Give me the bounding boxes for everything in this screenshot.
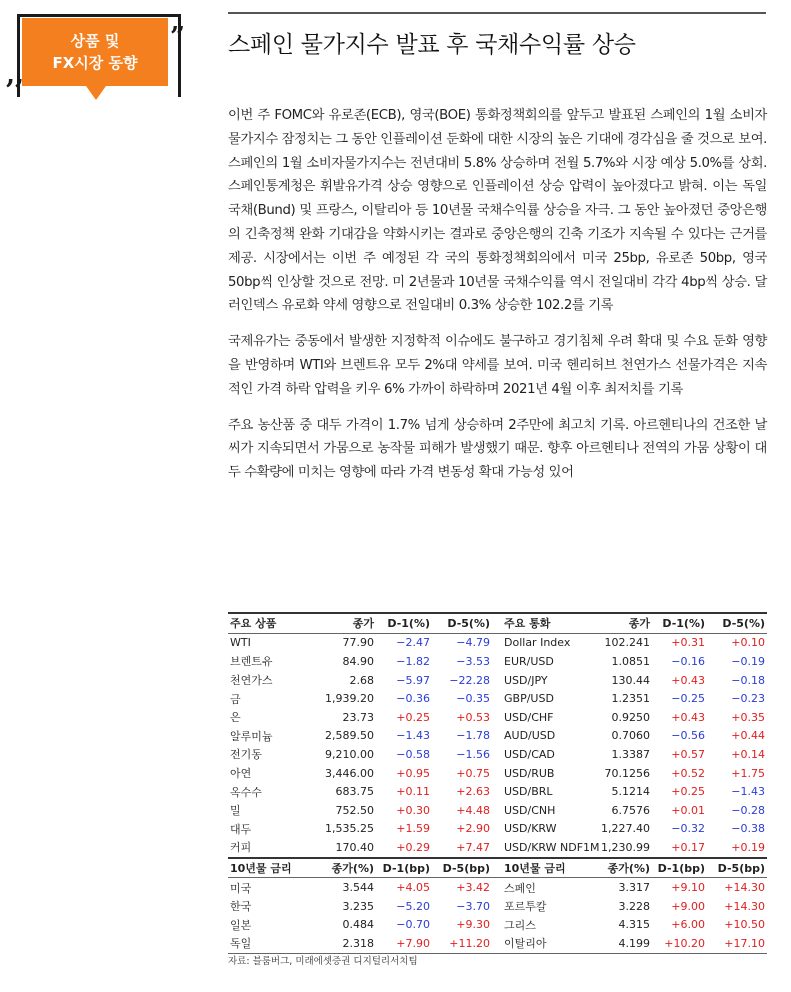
table-cell: 1,535.25 [325,822,374,836]
table-subheader [228,858,767,878]
table-cell: −3.53 [456,654,490,668]
commodity-fx-row [228,801,767,820]
quote-close-mark: ,, [6,60,25,90]
table-cell: −0.36 [396,692,430,706]
table-cell: −0.32 [671,822,705,836]
table-cell: +6.00 [671,918,705,932]
table-cell: 일본 [230,918,252,932]
table-cell: +1.59 [396,822,430,836]
commodity-fx-row [228,764,767,783]
header-cell: 종가 [352,617,374,631]
table-cell: 아연 [230,767,252,781]
table-cell: +0.01 [671,803,705,817]
subheader-cell: 10년물 금리 [504,862,566,876]
header-cell: 주요 통화 [504,617,551,631]
header-cell: D-1(%) [662,616,705,630]
table-cell: 3.317 [618,881,650,895]
table-cell: 스페인 [504,881,536,895]
table-cell: 밀 [230,804,241,818]
table-cell: −1.56 [456,747,490,761]
rate-row [228,934,767,953]
table-cell: −0.19 [731,654,765,668]
table-cell: 2.318 [342,936,374,950]
table-cell: +0.75 [456,766,490,780]
table-cell: 2,589.50 [325,729,374,743]
table-cell: +11.20 [449,936,490,950]
title-rule [228,12,766,14]
table-cell: −0.35 [456,692,490,706]
table-cell: 은 [230,711,241,725]
article-body [228,104,767,497]
subheader-cell: D-1(bp) [382,861,430,875]
table-cell: 3,446.00 [325,766,374,780]
page-title: 스페인 물가지수 발표 후 국채수익률 상승 [228,32,636,58]
table-cell: 752.50 [335,803,374,817]
table-cell: 전기동 [230,748,262,762]
paragraph-3: 주요 농산품 중 대두 가격이 1.7% 넘게 상승하며 2주만에 최고치 기록. 아르헨티나의 건조한 날씨가 지속되면서 가뭄으로 농작물 피해가 발생했기 때문. 향후 아르헨티나 전역의 가뭄 상황이 대두 수확량에 미치는 영향에 따라 가격 변동성 확대 가능성 있어 [228,417,767,481]
table-cell: +1.75 [731,766,765,780]
table-cell: 금 [230,692,241,706]
table-cell: 대두 [230,822,252,836]
commodity-fx-row [228,745,767,764]
header-cell: 종가 [628,617,650,631]
table-cell: 170.40 [335,840,374,854]
table-cell: 130.44 [611,673,650,687]
table-cell: +0.52 [671,766,705,780]
table-cell: USD/RUB [504,766,555,780]
table-cell: +9.30 [456,918,490,932]
table-cell: AUD/USD [504,729,556,743]
table-cell: +14.30 [724,881,765,895]
table-cell: −0.23 [731,692,765,706]
table-cell: −22.28 [449,673,490,687]
commodity-fx-row [228,782,767,801]
table-cell: 1,227.40 [601,822,650,836]
table-cell: −0.38 [731,822,765,836]
table-cell: 5.1214 [611,785,650,799]
table-cell: −1.82 [396,654,430,668]
badge-label [22,18,168,86]
table-cell: 70.1256 [604,766,650,780]
table-cell: 독일 [230,937,252,951]
table-cell: 천연가스 [230,674,273,688]
table-cell: +0.30 [396,803,430,817]
commodity-fx-row [228,838,767,858]
subheader-cell: 10년물 금리 [230,862,292,876]
table-cell: +10.20 [664,936,705,950]
commodity-fx-row [228,652,767,671]
subheader-cell: D-1(bp) [657,861,705,875]
table-cell: 1.0851 [611,654,650,668]
table-cell: 1,939.20 [325,692,374,706]
table-cell: 84.90 [342,654,374,668]
table-cell: +2.63 [456,785,490,799]
header-cell: D-1(%) [387,616,430,630]
table-cell: 커피 [230,841,252,855]
table-cell: 이탈리아 [504,937,547,951]
table-cell: 1,230.99 [601,840,650,854]
rate-row [228,878,767,897]
table-cell: 0.484 [342,918,374,932]
table-cell: +0.25 [396,710,430,724]
commodity-fx-row [228,820,767,839]
table-cell: 6.7576 [611,803,650,817]
badge-line2: FX시장 동향 [52,54,138,72]
table-cell: +7.47 [456,840,490,854]
table-cell: +0.95 [396,766,430,780]
table-cell: +9.00 [671,899,705,913]
table-cell: +0.29 [396,840,430,854]
table-cell: USD/JPY [504,673,548,687]
table-cell: 2.68 [349,673,374,687]
commodity-fx-row [228,727,767,746]
table-cell: +0.25 [671,785,705,799]
table-cell: +4.48 [456,803,490,817]
table-cell: −1.43 [396,729,430,743]
table-cell: +10.50 [724,918,765,932]
table-cell: USD/CHF [504,710,554,724]
table-cell: −0.28 [731,803,765,817]
header-cell: D-5(%) [447,616,490,630]
table-cell: +4.05 [396,881,430,895]
badge-tail [86,86,106,100]
table-cell: +0.10 [731,636,765,650]
table-cell: +0.53 [456,710,490,724]
table-cell: 77.90 [342,636,374,650]
table-cell: +0.43 [671,673,705,687]
table-cell: 브렌트유 [230,655,273,669]
rate-row [228,916,767,935]
table-cell: +17.10 [724,936,765,950]
table-cell: 23.73 [342,710,374,724]
table-cell: 9,210.00 [325,747,374,761]
market-table [228,612,767,954]
table-cell: 0.9250 [611,710,650,724]
table-cell: USD/BRL [504,785,553,799]
table-cell: −3.70 [456,899,490,913]
commodity-fx-row [228,633,767,652]
rate-row [228,897,767,916]
section-badge [0,0,200,110]
table-cell: +3.42 [456,881,490,895]
table-cell: −0.18 [731,673,765,687]
table-cell: −2.47 [396,636,430,650]
table-cell: +0.14 [731,747,765,761]
subheader-cell: D-5(bp) [442,861,490,875]
table-cell: +0.35 [731,710,765,724]
table-cell: +0.57 [671,747,705,761]
table-cell: 미국 [230,881,252,895]
commodity-fx-row [228,708,767,727]
header-cell: D-5(%) [722,616,765,630]
table-cell: +0.19 [731,840,765,854]
source-note: 자료: 블룸버그, 미래에셋증권 디지털리서치팀 [228,956,418,967]
header-cell: 주요 상품 [230,617,277,631]
table-cell: 3.544 [342,881,374,895]
table-cell: GBP/USD [504,692,554,706]
table-cell: 1.3387 [611,747,650,761]
table-cell: −4.79 [456,636,490,650]
table-cell: −5.20 [396,899,430,913]
table-cell: +9.10 [671,881,705,895]
table-cell: 683.75 [335,785,374,799]
commodity-fx-row [228,689,767,708]
table-cell: WTI [230,636,251,650]
table-cell: +0.44 [731,729,765,743]
table-cell: +0.43 [671,710,705,724]
table-cell: USD/CNH [504,803,556,817]
table-cell: 4.199 [618,936,650,950]
table-cell: +7.90 [396,936,430,950]
table-cell: 알루미늄 [230,729,273,743]
badge-line1: 상품 및 [70,32,120,50]
subheader-cell: D-5(bp) [717,861,765,875]
paragraph-2: 국제유가는 중동에서 발생한 지정학적 이슈에도 불구하고 경기침체 우려 확대 및 수요 둔화 영향을 반영하며 WTI와 브렌트유 모두 2%대 약세를 보여. 미국 헨리허브 천연가스 선물가격은 지속적인 가격 하락 압력을 키우 6% 가까이 하락하며 2021년 4월 이후 최저치를 기록 [228,334,767,397]
table-cell: 한국 [230,900,252,914]
table-cell: +0.11 [396,785,430,799]
table-cell: +2.90 [456,822,490,836]
table-cell: 옥수수 [230,785,262,799]
table-cell: USD/CAD [504,747,555,761]
table-cell: −0.16 [671,654,705,668]
table-cell: −0.25 [671,692,705,706]
table-cell: 그리스 [504,918,536,932]
table-cell: Dollar Index [504,636,571,650]
table-cell: −5.97 [396,673,430,687]
table-cell: 포르투칼 [504,900,547,914]
commodity-fx-row [228,671,767,690]
table-header [228,613,767,633]
quote-open-mark: ” [170,22,185,52]
subheader-cell: 종가(%) [607,862,650,876]
table-cell: −1.43 [731,785,765,799]
table-cell: +14.30 [724,899,765,913]
table-cell: USD/KRW NDF1M [504,840,600,854]
table-cell: 102.241 [604,636,650,650]
table-cell: 3.228 [618,899,650,913]
subheader-cell: 종가(%) [331,862,374,876]
table-cell: +0.17 [671,840,705,854]
table-cell: −0.70 [396,918,430,932]
table-cell: EUR/USD [504,654,554,668]
table-cell: −0.56 [671,729,705,743]
table-cell: 0.7060 [611,729,650,743]
table-cell: 3.235 [342,899,374,913]
table-cell: −1.78 [456,729,490,743]
paragraph-1: 이번 주 FOMC와 유로존(ECB), 영국(BOE) 통화정책회의를 앞두고 발표된 스페인의 1월 소비자물가지수 잠정치는 그 동안 인플레이션 둔화에 대한 시장의 높은 기대에 경각심을 줄 것으로 보여. 스페인의 1월 소비자물가지수는 전년대비 5.8% 상승하며 전월 5.7%와 시장 예상 5.0%를 상회. 스페인통계청은 휘발유가격 상승 영향으로 인플레이션 상승 압력이 높아졌다고 밝혀. 이는 독일 국채(Bund) 및 프랑스, 이탈리아 등 10년물 국채수익률 상승을 자극. 그 동안 높아졌던 중앙은행의 긴축정책 완화 기대감을 약화시키는 결과로 중앙은행의 긴축 기조가 지속될 수 있다는 근거를 제공. 시장에서는 이번 주 예정된 각 국의 통화정책회의에서 미국 25bp, 유로존 50bp, 영국 50bp씩 인상할 것으로 전망. 미 2년물과 10년물 국채수익률 역시 전일대비 각각 4bp씩 상승. 달러인덱스 유로화 약세 영향으로 전일대비 0.3% 상승한 102.2를 기록 [228,108,767,314]
table-cell: 1.2351 [611,692,650,706]
table-cell: USD/KRW [504,822,557,836]
table-cell: +0.31 [671,636,705,650]
table-cell: 4.315 [618,918,650,932]
table-cell: −0.58 [396,747,430,761]
